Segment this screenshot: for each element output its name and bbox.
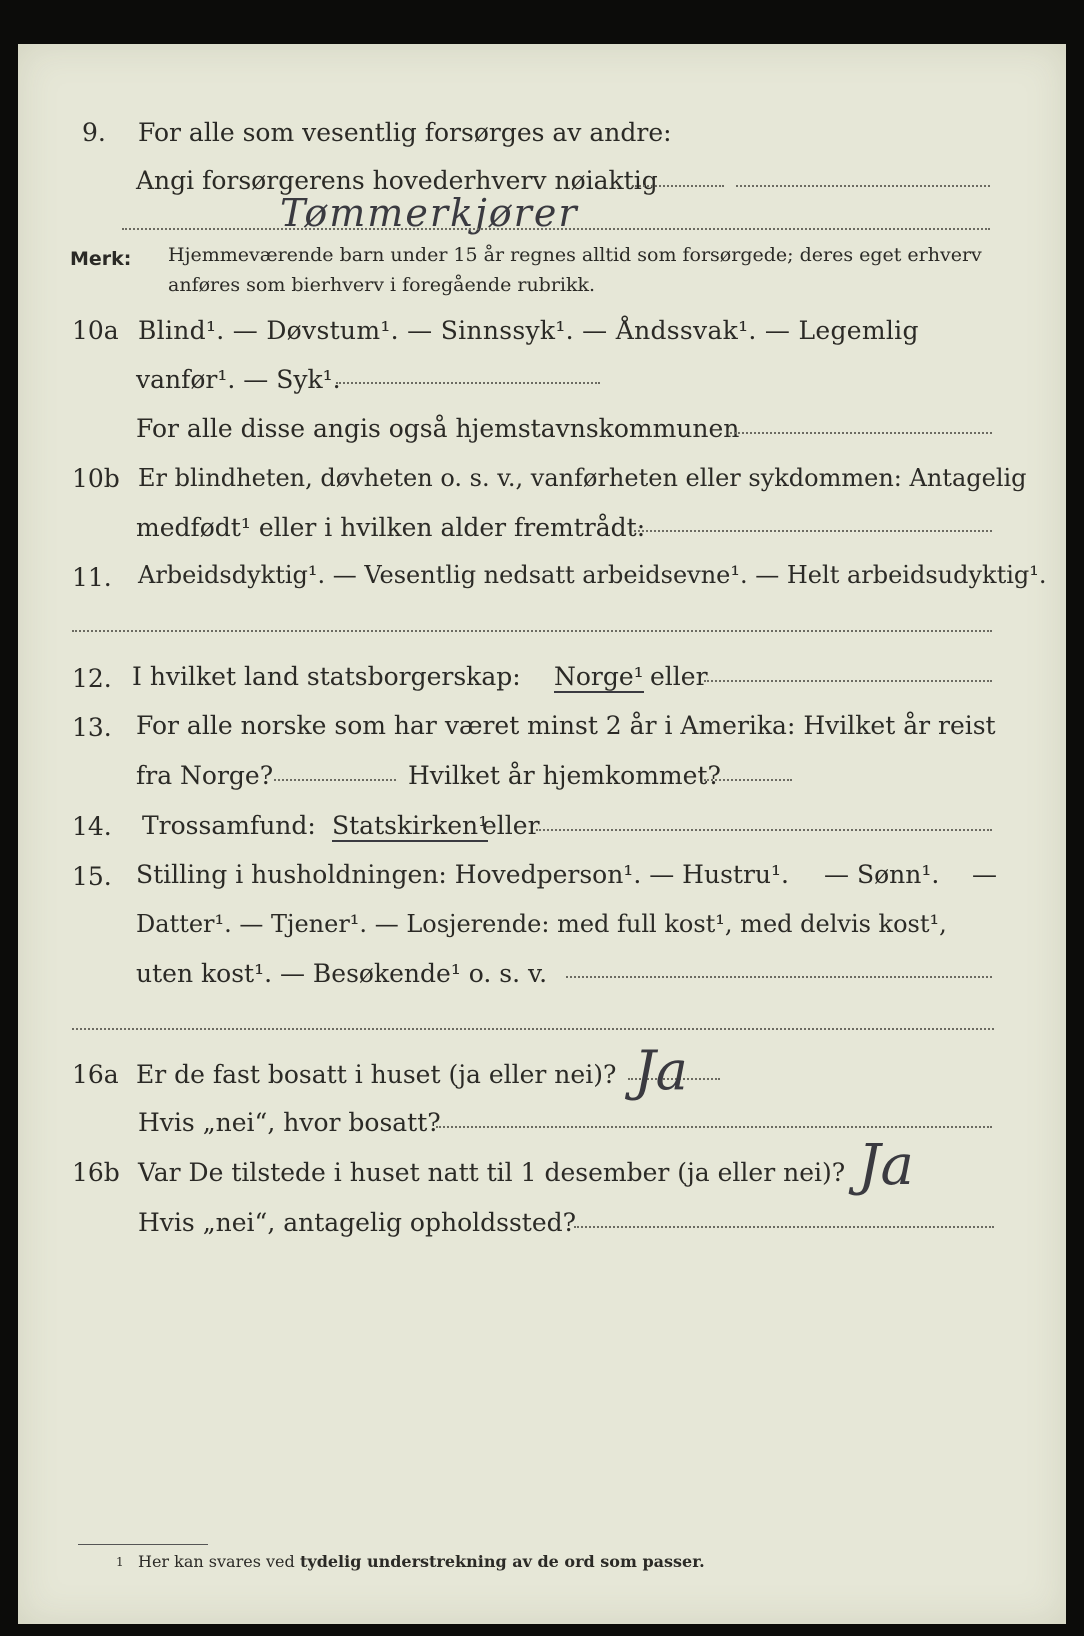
dotted-line — [730, 432, 992, 434]
merk-label: Merk: — [70, 248, 132, 270]
q16a-line1: Er de fast bosatt i huset (ja eller nei)? — [136, 1060, 617, 1089]
q14-statskirken: Statskirken¹ — [332, 811, 489, 840]
dotted-line — [274, 779, 396, 781]
q9-line1: For alle som vesentlig forsørges av andre: — [138, 118, 672, 147]
q16b-line2: Hvis „nei“, antagelig opholdssted? — [138, 1208, 577, 1237]
q11-number: 11. — [72, 563, 112, 592]
q14-stat-underlined — [314, 813, 488, 838]
q12-norge: Norge¹ — [554, 662, 644, 691]
q13-number: 13. — [72, 713, 112, 742]
q14-eller: eller — [482, 811, 540, 840]
dotted-line — [72, 630, 992, 632]
q14-label: Trossamfund: — [142, 811, 316, 840]
footnote-text-b-bold: tydelig understrekning av de ord som passer. — [300, 1552, 705, 1571]
q16b-answer-handwritten: Ja — [858, 1133, 914, 1198]
dotted-line — [436, 1126, 992, 1128]
q10b-number: 10b — [72, 464, 120, 493]
q9-line2: Angi forsørgerens hovederhverv nøiaktig — [136, 166, 658, 195]
q13-line2a: fra Norge? — [136, 761, 274, 790]
q10a-number: 10a — [72, 316, 119, 345]
dotted-line — [72, 1028, 994, 1030]
dotted-line — [704, 779, 792, 781]
q10b-line1: Er blindheten, døvheten o. s. v., vanførheten eller sykdommen: Antagelig — [138, 464, 1027, 492]
q10a-line1: Blind¹. — Døvstum¹. — Sinnssyk¹. — Åndssvak¹. — Legemlig — [138, 316, 919, 345]
dotted-line — [566, 976, 992, 978]
q15-line1b: — Sønn¹. — [824, 860, 940, 889]
dotted-line — [704, 680, 992, 682]
footnote-mark: 1 — [116, 1555, 124, 1569]
q15-number: 15. — [72, 862, 112, 891]
q15-line2: Datter¹. — Tjener¹. — Losjerende: med full kost¹, med delvis kost¹, — [136, 910, 947, 938]
footnote-text-a: Her kan svares ved — [138, 1552, 295, 1571]
dotted-line — [536, 829, 992, 831]
q14-number: 14. — [72, 812, 112, 841]
q13-line1: For alle norske som har været minst 2 år i Amerika: Hvilket år reist — [136, 711, 996, 740]
q10b-line2: medfødt¹ eller i hvilken alder fremtrådt: — [136, 513, 646, 542]
dotted-line — [736, 185, 990, 187]
q16b-number: 16b — [72, 1158, 120, 1187]
q16b-line1: Var De tilstede i huset natt til 1 desember (ja eller nei)? — [138, 1158, 846, 1187]
dotted-line — [574, 1226, 994, 1228]
census-form-page — [18, 44, 1066, 1624]
q12-eller: eller — [650, 662, 708, 691]
footnote-text-b — [300, 1554, 705, 1570]
footnote-rule — [78, 1544, 208, 1545]
q11-line1: Arbeidsdyktig¹. — Vesentlig nedsatt arbeidsevne¹. — Helt arbeidsudyktig¹. — [138, 561, 1047, 589]
q15-line3: uten kost¹. — Besøkende¹ o. s. v. — [136, 959, 548, 988]
merk-line2: anføres som bierhverv i foregående rubrikk. — [168, 274, 596, 296]
dotted-line — [632, 185, 724, 187]
q16a-number: 16a — [72, 1060, 119, 1089]
q13-line2b: Hvilket år hjemkommet? — [408, 761, 721, 790]
q10a-line2: vanfør¹. — Syk¹. — [136, 365, 341, 394]
q15-line1c: — — [972, 860, 997, 889]
q9-answer-handwritten: Tømmerkjører — [280, 191, 579, 235]
dotted-line — [634, 530, 992, 532]
q15-line1a: Stilling i husholdningen: Hovedperson¹. — Hustru¹. — [136, 860, 789, 889]
dotted-line — [122, 228, 990, 230]
q16a-line2: Hvis „nei“, hvor bosatt? — [138, 1108, 441, 1137]
q9-number: 9. — [82, 118, 106, 147]
q12-norge-underlined — [546, 664, 644, 689]
q16a-answer-handwritten: Ja — [634, 1039, 688, 1102]
q12-number: 12. — [72, 664, 112, 693]
q12-line1: I hvilket land statsborgerskap: — [132, 662, 521, 691]
q10a-line3: For alle disse angis også hjemstavnskommunen — [136, 414, 740, 443]
dotted-line — [336, 382, 600, 384]
merk-line1: Hjemmeværende barn under 15 år regnes alltid som forsørgede; deres eget erhverv — [168, 244, 982, 266]
